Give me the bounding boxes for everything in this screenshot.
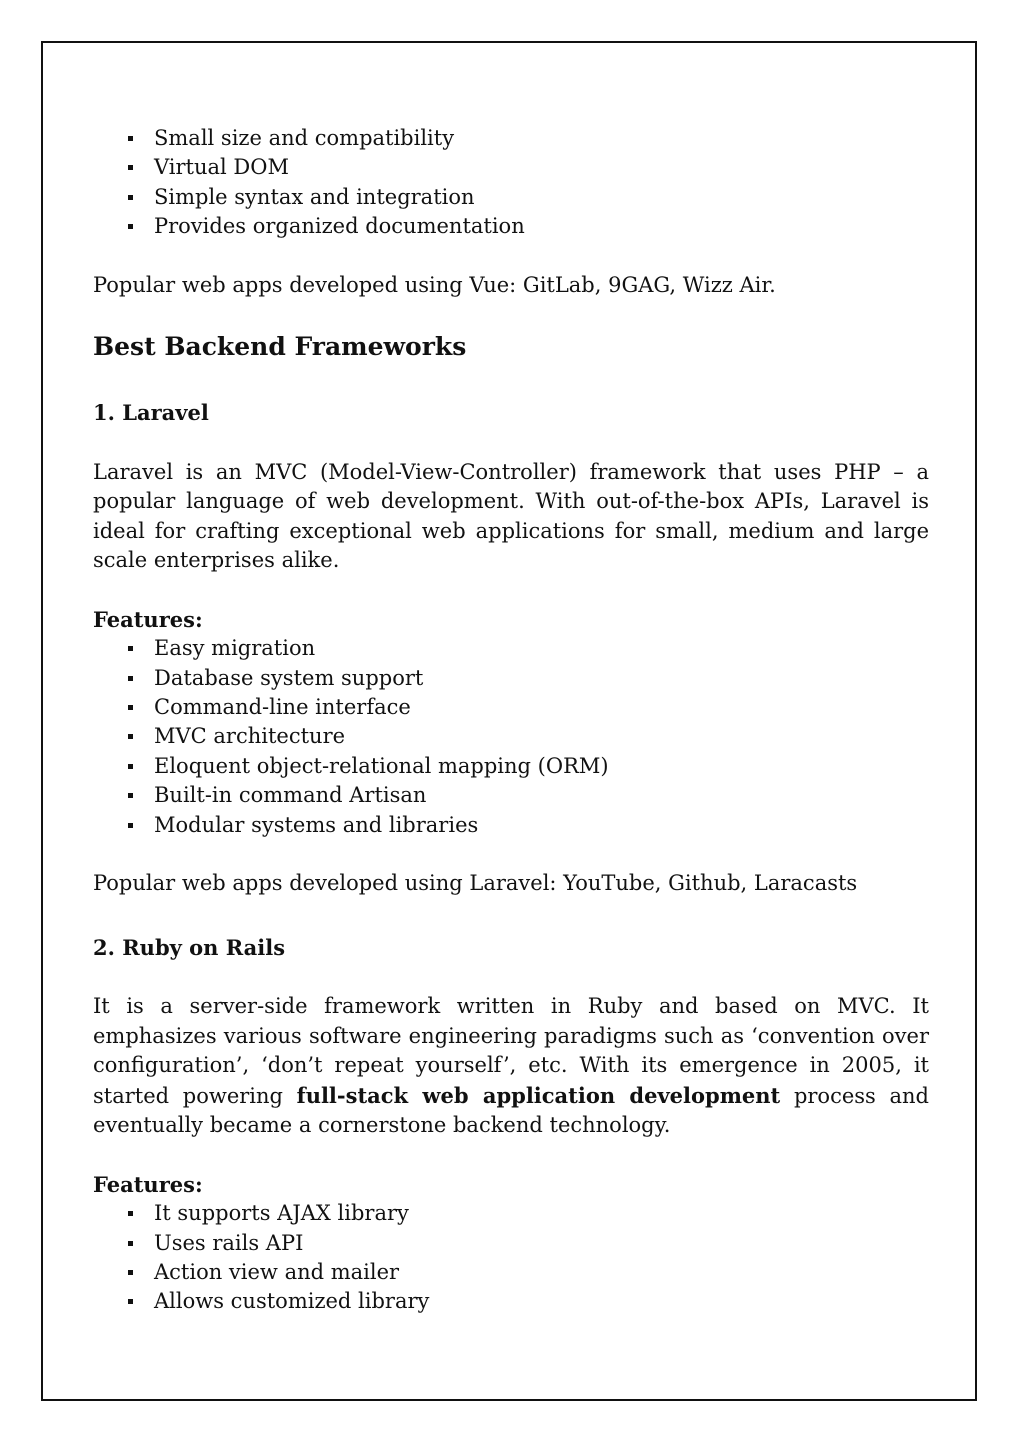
rails-description [93, 992, 929, 1140]
rails-features-label: Features: [93, 1171, 203, 1197]
laravel-features-label: Features: [93, 606, 203, 632]
rails-features-list [93, 1199, 929, 1317]
vue-features-list [93, 124, 929, 242]
list-item: Virtual DOM [154, 153, 929, 182]
laravel-features-list [93, 634, 929, 840]
rails-description-end: process and eventually became a cornerstone backend technology. [93, 1083, 929, 1137]
document-content [93, 124, 929, 1317]
list-item: MVC architecture [154, 722, 929, 751]
laravel-popular-apps: Popular web apps developed using Laravel: YouTube, Github, Laracasts [93, 871, 858, 896]
list-item: Action view and mailer [154, 1258, 929, 1287]
list-item: Easy migration [154, 634, 929, 663]
list-item: Built-in command Artisan [154, 781, 929, 810]
list-item: Simple syntax and integration [154, 183, 929, 212]
list-item: Small size and compatibility [154, 124, 929, 153]
list-item: Database system support [154, 664, 929, 693]
list-item: Eloquent object-relational mapping (ORM) [154, 752, 929, 781]
list-item: Uses rails API [154, 1229, 929, 1258]
list-item: Allows customized library [154, 1287, 929, 1316]
rails-heading: 2. Ruby on Rails [93, 934, 286, 960]
list-item: Provides organized documentation [154, 212, 929, 241]
list-item: It supports AJAX library [154, 1199, 929, 1228]
list-item: Command-line interface [154, 693, 929, 722]
laravel-heading: 1. Laravel [93, 400, 209, 426]
section-title: Best Backend Frameworks [93, 332, 467, 362]
rails-description-bold: full-stack web application development [296, 1082, 781, 1108]
vue-popular-apps: Popular web apps developed using Vue: GitLab, 9GAG, Wizz Air. [93, 273, 776, 298]
list-item: Modular systems and libraries [154, 811, 929, 840]
laravel-description: Laravel is an MVC (Model-View-Controller) framework that uses PHP – a popular language of web development. With out-of-the-box APIs, Laravel is ideal for crafting exceptional web applications for small, medium and large scale enterprises alike. [93, 459, 929, 573]
rails-description-start: It is a server-side framework written in Ruby and based on MVC. It emphasizes various software engineering paradigms such as ‘convention over configuration’, ‘don’t repeat yourself’, etc. With its emergence in 2005, it started powering [93, 994, 929, 1108]
